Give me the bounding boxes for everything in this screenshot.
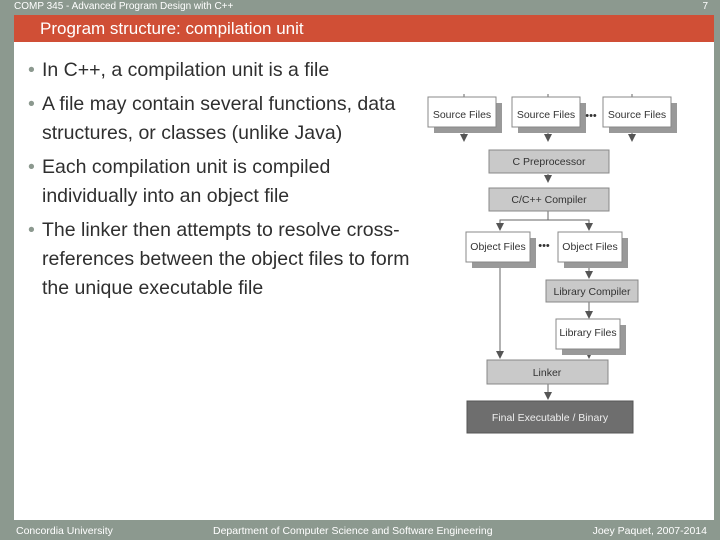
library-files-box (556, 319, 626, 355)
slide-title: Program structure: compilation unit (40, 19, 304, 38)
linker-box (487, 360, 608, 384)
source-files-label: Source Files (607, 109, 667, 121)
slide-content (14, 42, 714, 520)
page-number: 7 (702, 1, 708, 12)
source-files-label: Source Files (516, 109, 576, 121)
compiler-box (489, 188, 609, 211)
preprocessor-label: C Preprocessor (512, 156, 586, 168)
object-files-label: Object Files (470, 241, 526, 253)
source-files-label: Source Files (432, 109, 492, 121)
bullet-item: • Each compilation unit is compiled individually into an object file (28, 153, 418, 211)
bullet-item: • A file may contain several functions, data structures, or classes (unlike Java) (28, 90, 418, 148)
library-files-label: Library Files (559, 327, 617, 339)
library-compiler-label: Library Compiler (553, 286, 631, 298)
footer-university: Concordia University (16, 525, 113, 537)
object-files-label: Object Files (562, 241, 618, 253)
source-files-box (512, 97, 586, 133)
executable-label: Final Executable / Binary (491, 412, 609, 424)
executable-box (467, 401, 633, 433)
object-files-box (558, 232, 628, 268)
top-bar (0, 0, 720, 14)
library-compiler-box (546, 280, 638, 302)
footer (0, 522, 720, 540)
bullet-item: • In C++, a compilation unit is a file (28, 56, 418, 85)
preprocessor-box (489, 150, 609, 173)
footer-department: Department of Computer Science and Software Engineering (213, 525, 493, 537)
ellipsis: ••• (585, 110, 597, 122)
ellipsis: ••• (538, 240, 550, 252)
source-files-box (603, 97, 677, 133)
object-files-box (466, 232, 536, 268)
bullet-item: • The linker then attempts to resolve cross-references between the object files to form the unique executable file (28, 216, 418, 303)
compiler-label: C/C++ Compiler (511, 194, 587, 206)
slide-title-bar (14, 15, 714, 42)
source-files-box (428, 97, 502, 133)
linker-label: Linker (532, 367, 562, 379)
compilation-diagram (14, 42, 714, 520)
course-title: COMP 345 - Advanced Program Design with C++ (14, 1, 234, 12)
footer-author: Joey Paquet, 2007-2014 (592, 525, 707, 537)
